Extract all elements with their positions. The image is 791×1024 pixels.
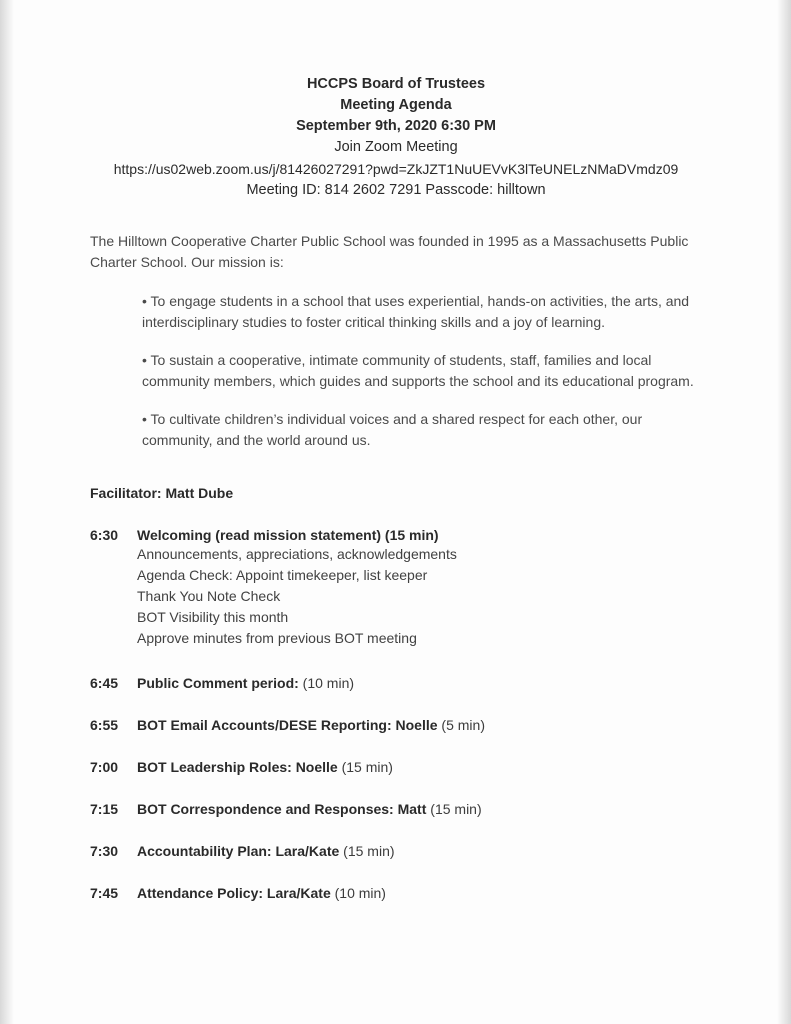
agenda-title-duration: (10 min)	[330, 885, 386, 901]
agenda-subline: Agenda Check: Appoint timekeeper, list keeper	[137, 567, 428, 583]
agenda-title-text: Attendance Policy: Lara/Kate	[137, 885, 331, 901]
agenda-entry	[90, 801, 702, 817]
agenda-sublines	[137, 544, 702, 649]
meeting-datetime: September 9th, 2020 6:30 PM	[296, 118, 496, 134]
agenda-title-duration: (15 min)	[337, 759, 393, 775]
agenda-time: 6:30	[90, 527, 119, 543]
agenda-title	[137, 675, 354, 691]
agenda-title-text: Accountability Plan: Lara/Kate	[137, 843, 340, 859]
agenda-title	[137, 759, 393, 775]
document-content	[90, 74, 702, 919]
agenda-time: 7:00	[90, 759, 119, 775]
agenda-title-text: Public Comment period:	[137, 675, 299, 691]
zoom-meeting-link[interactable]: https://us02web.zoom.us/j/81426027291?pwd=ZkJZT1NuUEVvK3lTeUNELzNMaDVmdz09	[113, 161, 679, 177]
agenda-title	[137, 885, 386, 901]
agenda-title	[137, 527, 439, 543]
agenda-title	[137, 717, 485, 733]
agenda-subline: Thank You Note Check	[137, 588, 281, 604]
meeting-id-passcode: Meeting ID: 814 2602 7291 Passcode: hilltown	[246, 182, 546, 198]
agenda-title-text: BOT Leadership Roles: Noelle	[137, 759, 338, 775]
mission-bullet-list	[90, 291, 702, 451]
join-meeting-label: Join Zoom Meeting	[334, 139, 458, 155]
agenda-time: 7:45	[90, 885, 119, 901]
agenda-subline: BOT Visibility this month	[137, 609, 289, 625]
document-header	[90, 74, 702, 201]
agenda-title-text: Welcoming (read mission statement) (15 min)	[137, 527, 439, 543]
list-item: • To cultivate children’s individual voices and a shared respect for each other, our community, and the world around us.	[142, 411, 643, 448]
agenda-time: 6:55	[90, 717, 119, 733]
agenda-entry	[90, 885, 702, 901]
agenda-entry	[90, 527, 702, 649]
agenda-time: 7:30	[90, 843, 119, 859]
list-item: • To sustain a cooperative, intimate community of students, staff, families and local community members, which guides and supports the school and its educational program.	[142, 352, 694, 389]
list-item: • To engage students in a school that uses experiential, hands-on activities, the arts, and interdisciplinary studies to foster critical thinking skills and a joy of learning.	[142, 293, 690, 330]
document-type-title: Meeting Agenda	[340, 97, 452, 113]
facilitator-line: Facilitator: Matt Dube	[90, 485, 234, 501]
agenda-entry	[90, 717, 702, 733]
mission-intro-paragraph: The Hilltown Cooperative Charter Public School was founded in 1995 as a Massachusetts Public Charter School. Our mission is:	[90, 233, 689, 270]
agenda-title	[137, 843, 395, 859]
agenda-title-duration: (5 min)	[437, 717, 485, 733]
agenda-subline: Announcements, appreciations, acknowledgements	[137, 546, 457, 562]
agenda-time: 7:15	[90, 801, 119, 817]
agenda-time: 6:45	[90, 675, 119, 691]
agenda-entry	[90, 759, 702, 775]
agenda-title-text: BOT Correspondence and Responses: Matt	[137, 801, 427, 817]
agenda-list	[90, 527, 702, 901]
agenda-title-text: BOT Email Accounts/DESE Reporting: Noelle	[137, 717, 438, 733]
agenda-title-duration: (10 min)	[298, 675, 355, 691]
agenda-entry	[90, 843, 702, 859]
agenda-title-duration: (15 min)	[426, 801, 482, 817]
organization-title: HCCPS Board of Trustees	[306, 76, 486, 92]
agenda-entry	[90, 675, 702, 691]
agenda-subline: Approve minutes from previous BOT meeting	[137, 630, 417, 646]
agenda-title	[137, 801, 482, 817]
agenda-title-duration: (15 min)	[339, 843, 395, 859]
